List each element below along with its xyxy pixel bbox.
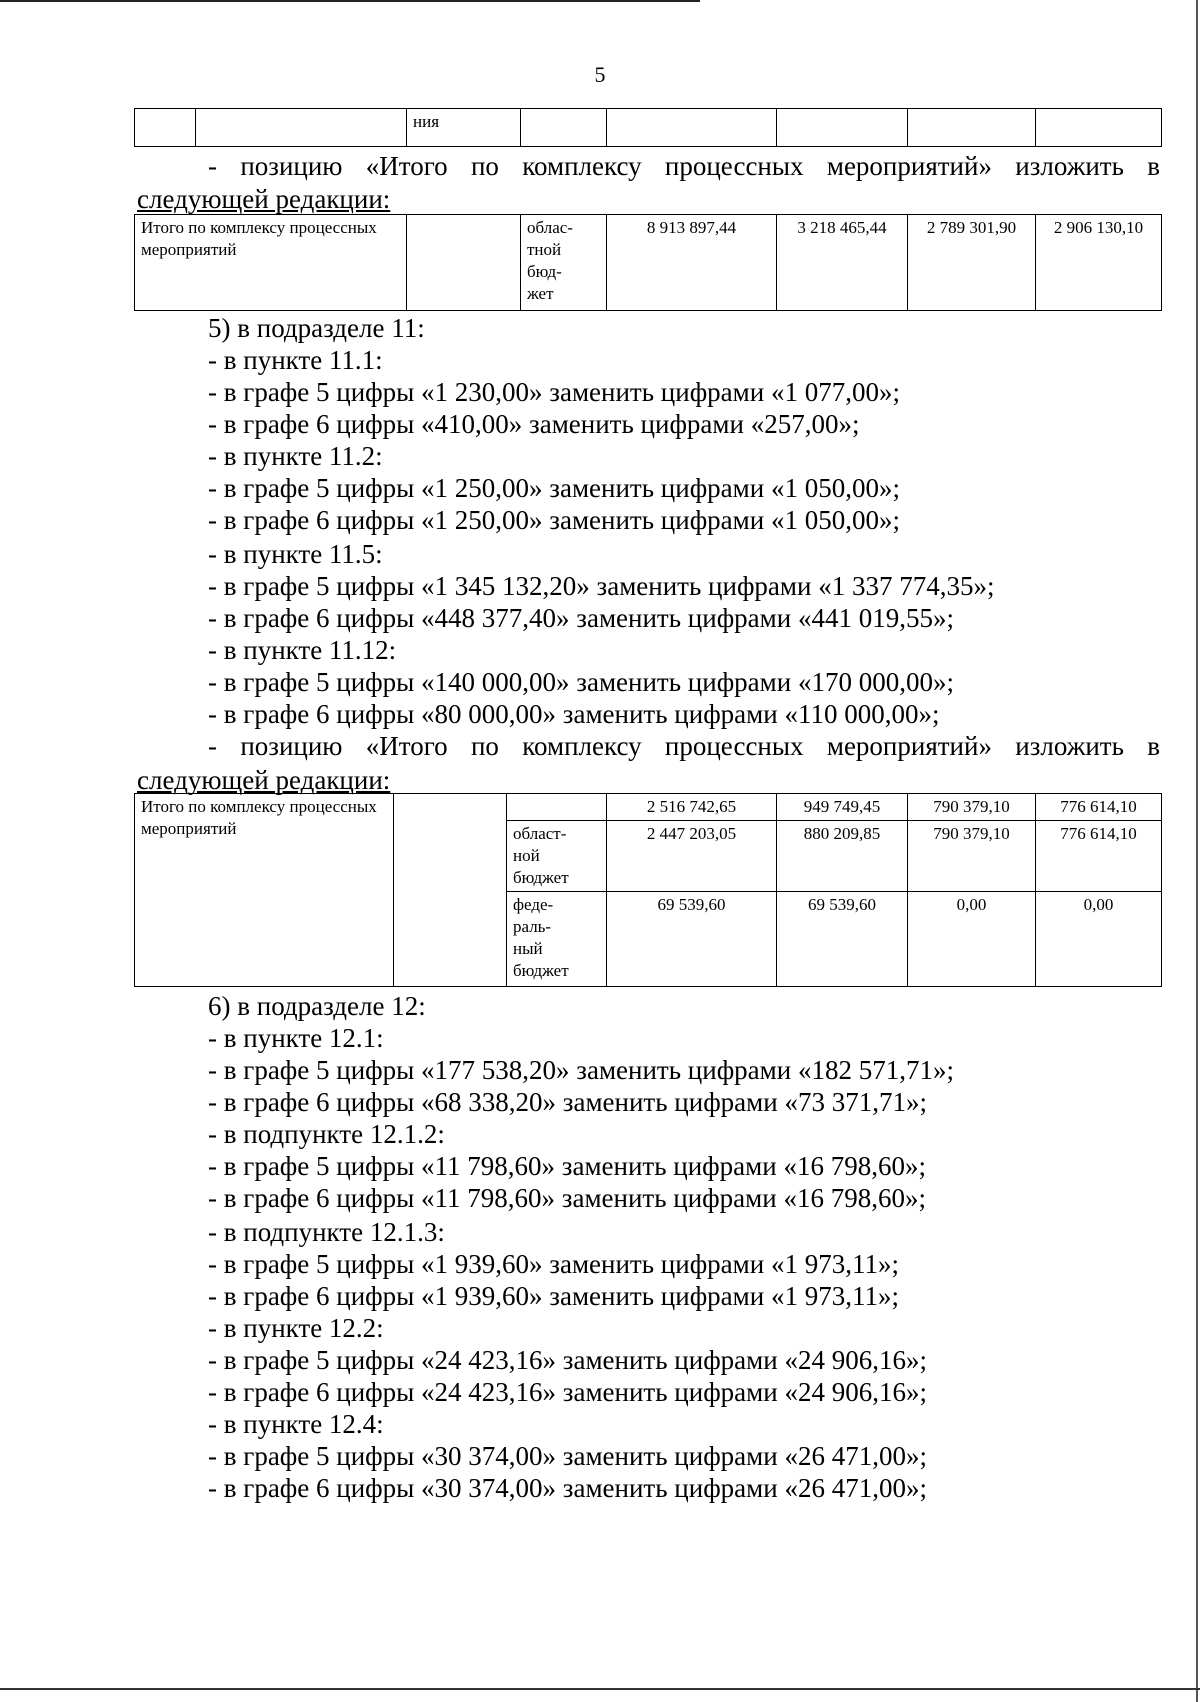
section6-line: - в графе 6 цифры «30 374,00» заменить цифрами «26 471,00»; bbox=[208, 1473, 927, 1503]
section5-line: 5) в подразделе 11: bbox=[208, 313, 425, 343]
position-instruction-2-cont: следующей редакции: bbox=[137, 765, 391, 795]
table2-federal-value: 0,00 bbox=[1036, 892, 1162, 987]
table2-federal-value: 69 539,60 bbox=[777, 892, 908, 987]
table2-regional-value: 790 379,10 bbox=[908, 821, 1036, 892]
section5-line: - в графе 6 цифры «448 377,40» заменить цифрами «441 019,55»; bbox=[208, 603, 954, 633]
table1-value: 3 218 465,44 bbox=[777, 215, 908, 311]
section6-line: - в графе 6 цифры «24 423,16» заменить цифрами «24 906,16»; bbox=[208, 1377, 927, 1407]
table2-federal-value: 69 539,60 bbox=[607, 892, 777, 987]
section5-line: - в графе 5 цифры «1 345 132,20» заменить цифрами «1 337 774,35»; bbox=[208, 571, 995, 601]
section5-line: - в графе 6 цифры «1 250,00» заменить цифрами «1 050,00»; bbox=[208, 505, 900, 535]
section6-line: - в пункте 12.2: bbox=[208, 1313, 384, 1343]
section6-line: - в графе 5 цифры «30 374,00» заменить цифрами «26 471,00»; bbox=[208, 1441, 927, 1471]
position-instruction-cont: следующей редакции: bbox=[137, 184, 391, 214]
section6-line: - в графе 5 цифры «24 423,16» заменить цифрами «24 906,16»; bbox=[208, 1345, 927, 1375]
section5-line: - в графе 6 цифры «410,00» заменить цифрами «257,00»; bbox=[208, 409, 860, 439]
section6-line: - в подпункте 12.1.2: bbox=[208, 1119, 445, 1149]
top-table bbox=[134, 108, 1162, 147]
table2-federal-value: 0,00 bbox=[908, 892, 1036, 987]
total-table-2 bbox=[134, 793, 1162, 987]
section6-line: - в графе 6 цифры «1 939,60» заменить цифрами «1 973,11»; bbox=[208, 1281, 899, 1311]
section5-line: - в графе 5 цифры «140 000,00» заменить цифрами «170 000,00»; bbox=[208, 667, 954, 697]
section5-line: - в графе 5 цифры «1 250,00» заменить цифрами «1 050,00»; bbox=[208, 473, 900, 503]
section6-line: - в подпункте 12.1.3: bbox=[208, 1217, 445, 1247]
top-table-cell-text: ния bbox=[407, 109, 521, 147]
page-edge-right bbox=[1196, 0, 1198, 1702]
section6-line: - в пункте 12.4: bbox=[208, 1409, 384, 1439]
section6-line: - в графе 5 цифры «1 939,60» заменить цифрами «1 973,11»; bbox=[208, 1249, 899, 1279]
page-edge-bottom bbox=[0, 1688, 1200, 1690]
table2-regional-source: област- ной бюджет bbox=[507, 821, 607, 892]
table1-value: 2 906 130,10 bbox=[1036, 215, 1162, 311]
table2-total-value: 790 379,10 bbox=[908, 794, 1036, 821]
section6-line: - в графе 5 цифры «11 798,60» заменить цифрами «16 798,60»; bbox=[208, 1151, 926, 1181]
table2-total-value: 776 614,10 bbox=[1036, 794, 1162, 821]
total-table-1 bbox=[134, 214, 1162, 311]
section6-line: 6) в подразделе 12: bbox=[208, 991, 426, 1021]
position-instruction-2: - позицию «Итого по комплексу процессных мероприятий» изложить в bbox=[208, 731, 1160, 761]
section5-line: - в пункте 11.2: bbox=[208, 441, 383, 471]
section5-line: - в пункте 11.12: bbox=[208, 635, 397, 665]
position-instruction: - позицию «Итого по комплексу процессных мероприятий» изложить в bbox=[208, 151, 1160, 181]
table2-regional-value: 880 209,85 bbox=[777, 821, 908, 892]
table2-regional-value: 2 447 203,05 bbox=[607, 821, 777, 892]
section6-line: - в графе 6 цифры «11 798,60» заменить цифрами «16 798,60»; bbox=[208, 1183, 926, 1213]
table2-total-value: 949 749,45 bbox=[777, 794, 908, 821]
table1-label: Итого по комплексу процессных мероприятий bbox=[135, 215, 407, 311]
section6-line: - в пункте 12.1: bbox=[208, 1023, 384, 1053]
section5-line: - в графе 5 цифры «1 230,00» заменить цифрами «1 077,00»; bbox=[208, 377, 900, 407]
section5-line: - в пункте 11.5: bbox=[208, 539, 383, 569]
table1-value: 8 913 897,44 bbox=[607, 215, 777, 311]
table1-source: облас- тной бюд- жет bbox=[521, 215, 607, 311]
section6-line: - в графе 6 цифры «68 338,20» заменить цифрами «73 371,71»; bbox=[208, 1087, 927, 1117]
table1-value: 2 789 301,90 bbox=[908, 215, 1036, 311]
section5-line: - в графе 6 цифры «80 000,00» заменить цифрами «110 000,00»; bbox=[208, 699, 940, 729]
table2-federal-source: феде- раль- ный бюджет bbox=[507, 892, 607, 987]
page-edge-top bbox=[0, 0, 700, 2]
section6-line: - в графе 5 цифры «177 538,20» заменить цифрами «182 571,71»; bbox=[208, 1055, 954, 1085]
table2-total-value: 2 516 742,65 bbox=[607, 794, 777, 821]
table2-regional-value: 776 614,10 bbox=[1036, 821, 1162, 892]
section5-line: - в пункте 11.1: bbox=[208, 345, 383, 375]
page-number: 5 bbox=[594, 62, 606, 87]
table2-label: Итого по комплексу процессных мероприятий bbox=[135, 794, 394, 987]
